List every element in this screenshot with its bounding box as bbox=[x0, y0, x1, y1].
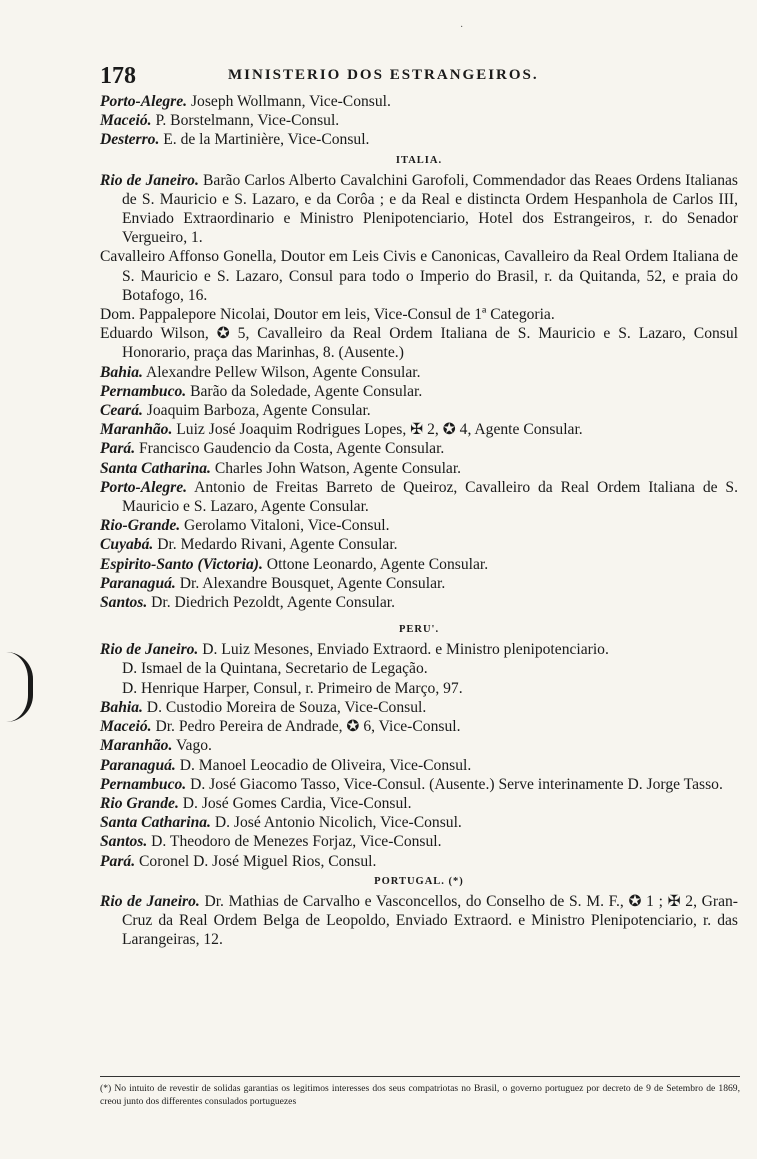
entry-text: Joaquim Barboza, Agente Consular. bbox=[142, 402, 371, 420]
directory-entry bbox=[100, 171, 738, 248]
directory-entry bbox=[100, 555, 738, 574]
entry-text: Eduardo Wilson, ✪ 5, Cavalleiro da Real Ordem Italiana de S. Mauricio e S. Lazaro, Consul Honorario, praça das Marinhas, 8. (Ausente.) bbox=[100, 325, 738, 362]
directory-entry bbox=[100, 130, 738, 149]
footnote: (*) No intuito de revestir de solidas garantias os legitimos interesses dos seus compatriotas no Brasil, o governo portuguez por decreto de 9 de Setembro de 1869, creou junto dos differentes consulados portuguezes bbox=[100, 1083, 740, 1107]
entry-place: Bahia. bbox=[100, 363, 143, 381]
entry-place: Maceió. bbox=[100, 112, 152, 130]
entry-place: Espirito-Santo (Victoria). bbox=[100, 555, 263, 573]
entry-text: Antonio de Freitas Barreto de Queiroz, Cavalleiro da Real Ordem Italiana de S. Mauricio e S. Lazaro, Agente Consular. bbox=[122, 478, 738, 516]
entry-text: Dr. Diedrich Pezoldt, Agente Consular. bbox=[147, 594, 395, 612]
entry-place: Cuyabá. bbox=[100, 536, 154, 554]
entry-place: Pernambuco. bbox=[100, 775, 187, 793]
entry-place: Rio Grande. bbox=[100, 794, 179, 812]
entry-text: E. de la Martinière, Vice-Consul. bbox=[159, 131, 370, 149]
entry-place: Porto-Alegre. bbox=[100, 93, 188, 110]
directory-entry bbox=[100, 832, 738, 851]
document-body bbox=[100, 92, 738, 949]
entry-text: Barão da Soledade, Agente Consular. bbox=[186, 382, 423, 400]
directory-entry bbox=[100, 717, 738, 736]
entry-place: Santa Catharina. bbox=[100, 814, 211, 832]
entry-text: D. Ismael de la Quintana, Secretario de Legação. bbox=[122, 660, 428, 678]
entry-place: Porto-Alegre. bbox=[100, 478, 188, 496]
entry-text: P. Borstelmann, Vice-Consul. bbox=[151, 112, 340, 130]
directory-entry bbox=[100, 401, 738, 420]
entry-text: Joseph Wollmann, Vice-Consul. bbox=[187, 93, 391, 110]
directory-entry bbox=[100, 92, 738, 111]
print-speck: · bbox=[460, 22, 464, 33]
entry-text: D. Theodoro de Menezes Forjaz, Vice-Consul. bbox=[147, 833, 442, 851]
section-heading: PORTUGAL. (*) bbox=[374, 875, 464, 887]
entry-text: Francisco Gaudencio da Costa, Agente Consular. bbox=[135, 440, 445, 458]
entry-text: Coronel D. José Miguel Rios, Consul. bbox=[135, 852, 377, 870]
entry-text: Vago. bbox=[172, 737, 212, 755]
page-number: 178 bbox=[100, 63, 136, 89]
entry-text: D. José Antonio Nicolich, Vice-Consul. bbox=[210, 814, 462, 832]
directory-entry bbox=[100, 382, 738, 401]
directory-entry bbox=[100, 679, 738, 698]
directory-entry bbox=[100, 535, 738, 554]
entry-text: Alexandre Pellew Wilson, Agente Consular. bbox=[142, 363, 421, 381]
directory-entry bbox=[100, 813, 738, 832]
entry-text: Dr. Medardo Rivani, Agente Consular. bbox=[153, 536, 398, 554]
directory-entry bbox=[100, 593, 738, 612]
entry-place: Ceará. bbox=[100, 402, 143, 420]
footnote-rule bbox=[100, 1076, 740, 1077]
section-heading: PERU'. bbox=[398, 624, 440, 636]
entry-place: Paranaguá. bbox=[100, 756, 176, 774]
directory-entry bbox=[100, 439, 738, 458]
entry-place: Maranhão. bbox=[100, 737, 173, 755]
page-header bbox=[100, 63, 740, 89]
entry-text: Dr. Pedro Pereira de Andrade, ✪ 6, Vice-Consul. bbox=[151, 718, 461, 736]
entry-place: Rio-Grande. bbox=[100, 517, 181, 535]
directory-entry bbox=[100, 756, 738, 775]
entry-place: Desterro. bbox=[100, 131, 160, 149]
entry-place: Rio de Janeiro. bbox=[100, 892, 200, 910]
directory-entry bbox=[100, 111, 738, 130]
directory-entry bbox=[100, 892, 738, 950]
directory-entry bbox=[100, 775, 738, 794]
entry-text: D. Henrique Harper, Consul, r. Primeiro de Março, 97. bbox=[122, 679, 463, 697]
directory-entry bbox=[100, 305, 738, 324]
directory-entry bbox=[100, 363, 738, 382]
entry-place: Bahia. bbox=[100, 698, 143, 716]
directory-entry bbox=[100, 324, 738, 362]
directory-entry bbox=[100, 736, 738, 755]
directory-entry bbox=[100, 640, 738, 659]
entry-text: D. Luiz Mesones, Enviado Extraord. e Ministro plenipotenciario. bbox=[198, 641, 609, 659]
entry-place: Maranhão. bbox=[100, 421, 173, 439]
directory-entry bbox=[100, 574, 738, 593]
entry-place: Santos. bbox=[100, 594, 148, 612]
entry-text: Dr. Mathias de Carvalho e Vasconcellos, do Conselho de S. M. F., ✪ 1 ; ✠ 2, Gran-Cruz da Real Ordem Belga de Leopoldo, Enviado Extraord. e Ministro Plenipotenciario, r. das Larangeiras, 12. bbox=[122, 892, 738, 949]
section-heading: ITALIA. bbox=[395, 154, 443, 166]
entry-text: Gerolamo Vitaloni, Vice-Consul. bbox=[180, 517, 390, 535]
directory-entry bbox=[100, 478, 738, 516]
entry-place: Rio de Janeiro. bbox=[100, 171, 199, 189]
entry-place: Paranaguá. bbox=[100, 574, 176, 592]
directory-entry bbox=[100, 420, 738, 439]
entry-text: Cavalleiro Affonso Gonella, Doutor em Leis Civis e Canonicas, Cavalleiro da Real Ordem Italiana de S. Mauricio e S. Lazaro, Consul para todo o Imperio do Brasil, r. da Quitanda, 52, e praia do Botafogo, 16. bbox=[100, 248, 738, 304]
entry-place: Pará. bbox=[100, 852, 136, 870]
entry-place: Pernambuco. bbox=[100, 382, 187, 400]
entry-place: Rio de Janeiro. bbox=[100, 641, 199, 659]
entry-place: Santos. bbox=[100, 833, 148, 851]
entry-place: Pará. bbox=[100, 440, 136, 458]
entry-text: Luiz José Joaquim Rodrigues Lopes, ✠ 2, ✪ 4, Agente Consular. bbox=[172, 421, 583, 439]
margin-bracket-mark bbox=[6, 652, 33, 722]
entry-text: Barão Carlos Alberto Cavalchini Garofoli, Commendador das Reaes Ordens Italianas de S. Mauricio e S. Lazaro, e da Corôa ; e da Real e distincta Ordem Hespanhola de Carlos III, Enviado Extraordinario e Ministro Plenipotenciario, Hotel dos Estrangeiros, r. do Senador Vergueiro, 1. bbox=[122, 171, 738, 247]
entry-place: Maceió. bbox=[100, 718, 152, 736]
entry-text: Dr. Alexandre Bousquet, Agente Consular. bbox=[175, 574, 446, 592]
entry-text: D. José Giacomo Tasso, Vice-Consul. (Ausente.) Serve interinamente D. Jorge Tasso. bbox=[186, 775, 723, 793]
directory-entry bbox=[100, 852, 738, 871]
entry-text: Dom. Pappalepore Nicolai, Doutor em leis, Vice-Consul de 1ª Categoria. bbox=[100, 306, 555, 324]
entry-text: D. Custodio Moreira de Souza, Vice-Consul. bbox=[142, 698, 427, 716]
entry-place: Santa Catharina. bbox=[100, 459, 211, 477]
entry-text: D. Manoel Leocadio de Oliveira, Vice-Consul. bbox=[175, 756, 472, 774]
running-title: MINISTERIO DOS ESTRANGEIROS. bbox=[228, 67, 539, 83]
directory-entry bbox=[100, 459, 738, 478]
directory-entry bbox=[100, 698, 738, 717]
directory-entry bbox=[100, 247, 738, 305]
directory-entry bbox=[100, 516, 738, 535]
directory-entry bbox=[100, 794, 738, 813]
entry-text: Ottone Leonardo, Agente Consular. bbox=[262, 555, 489, 573]
entry-text: Charles John Watson, Agente Consular. bbox=[210, 459, 462, 477]
directory-entry bbox=[100, 659, 738, 678]
entry-text: D. José Gomes Cardia, Vice-Consul. bbox=[178, 794, 412, 812]
